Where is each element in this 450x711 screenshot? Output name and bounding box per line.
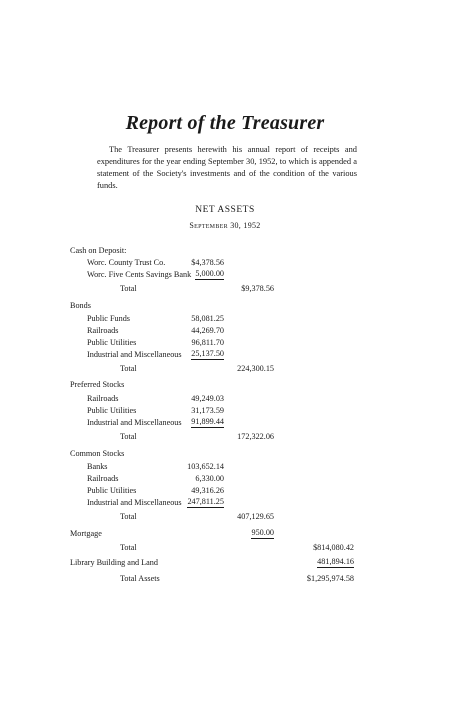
item-label: Industrial and Miscellaneous xyxy=(87,418,182,427)
preferred-section-row xyxy=(0,379,450,391)
item-value: $4,378.56 xyxy=(191,258,224,267)
table-row xyxy=(0,313,450,325)
bonds-label: Bonds xyxy=(70,301,91,310)
item-label: Public Funds xyxy=(87,314,130,323)
table-row xyxy=(0,349,450,361)
library-row xyxy=(0,557,450,569)
total-assets-value: $1,295,974.58 xyxy=(306,574,354,583)
table-row xyxy=(0,405,450,417)
item-value: 91,899.44 xyxy=(191,417,224,426)
mortgage-label: Mortgage xyxy=(70,529,102,538)
mortgage-row xyxy=(0,528,450,540)
intro-text: The Treasurer presents herewith his annual report of receipts and expenditures for the year ending September 30, 1952, to which is appended a statement of the Society's investments and of the condition of the various funds. xyxy=(97,145,357,190)
total-assets-label: Total Assets xyxy=(120,574,160,583)
total-label: Total xyxy=(120,543,137,552)
total-value: 224,300.15 xyxy=(237,364,274,373)
total-label: Total xyxy=(120,512,137,521)
table-row xyxy=(0,257,450,269)
item-label: Railroads xyxy=(87,326,119,335)
report-title: Report of the Treasurer xyxy=(125,112,325,134)
table-row xyxy=(0,363,450,375)
table-row xyxy=(0,431,450,443)
item-label: Railroads xyxy=(87,394,119,403)
item-value: 247,811.25 xyxy=(187,497,224,506)
cash-section-row xyxy=(0,245,450,257)
table-row xyxy=(0,511,450,523)
net-assets-heading: NET ASSETS xyxy=(195,205,255,215)
table-row xyxy=(0,497,450,509)
item-value: 58,081.25 xyxy=(191,314,224,323)
item-label: Industrial and Miscellaneous xyxy=(87,498,182,507)
preferred-label: Preferred Stocks xyxy=(70,380,125,389)
item-value: 31,173.59 xyxy=(191,406,224,415)
library-label: Library Building and Land xyxy=(70,558,158,567)
item-label: Worc. County Trust Co. xyxy=(87,258,166,267)
item-value: 103,652.14 xyxy=(187,462,224,471)
item-label: Public Utilities xyxy=(87,486,137,495)
item-label: Public Utilities xyxy=(87,338,137,347)
item-label: Worc. Five Cents Savings Bank xyxy=(87,270,192,279)
item-label: Banks xyxy=(87,462,108,471)
item-value: 6,330.00 xyxy=(195,474,224,483)
cash-label: Cash on Deposit: xyxy=(70,246,127,255)
total-label: Total xyxy=(120,432,137,441)
table-row xyxy=(0,473,450,485)
table-row xyxy=(0,393,450,405)
table-row xyxy=(0,461,450,473)
item-label: Railroads xyxy=(87,474,119,483)
total-value: 172,322.06 xyxy=(237,432,274,441)
table-row xyxy=(0,485,450,497)
table-row xyxy=(0,417,450,429)
mortgage-value: 950.00 xyxy=(251,528,274,537)
total-assets-row xyxy=(0,573,450,585)
mortgage-total-row xyxy=(0,542,450,554)
table-row xyxy=(0,283,450,295)
report-date: September 30, 1952 xyxy=(189,221,261,230)
item-value: 25,137.50 xyxy=(191,349,224,358)
total-value: $9,378.56 xyxy=(241,284,274,293)
item-value: 49,249.03 xyxy=(191,394,224,403)
library-value: 481,894.16 xyxy=(317,557,354,566)
intro-paragraph xyxy=(97,144,357,192)
table-row xyxy=(0,337,450,349)
item-value: 96,811.70 xyxy=(191,338,224,347)
table-row xyxy=(0,269,450,281)
total-value: 407,129.65 xyxy=(237,512,274,521)
bonds-section-row xyxy=(0,300,450,312)
total-value: $814,080.42 xyxy=(313,543,354,552)
item-value: 49,316.26 xyxy=(191,486,224,495)
common-section-row xyxy=(0,448,450,460)
item-value: 5,000.00 xyxy=(195,269,224,278)
item-label: Public Utilities xyxy=(87,406,137,415)
item-value: 44,269.70 xyxy=(191,326,224,335)
common-label: Common Stocks xyxy=(70,449,125,458)
item-label: Industrial and Miscellaneous xyxy=(87,350,182,359)
total-label: Total xyxy=(120,364,137,373)
table-row xyxy=(0,325,450,337)
total-label: Total xyxy=(120,284,137,293)
